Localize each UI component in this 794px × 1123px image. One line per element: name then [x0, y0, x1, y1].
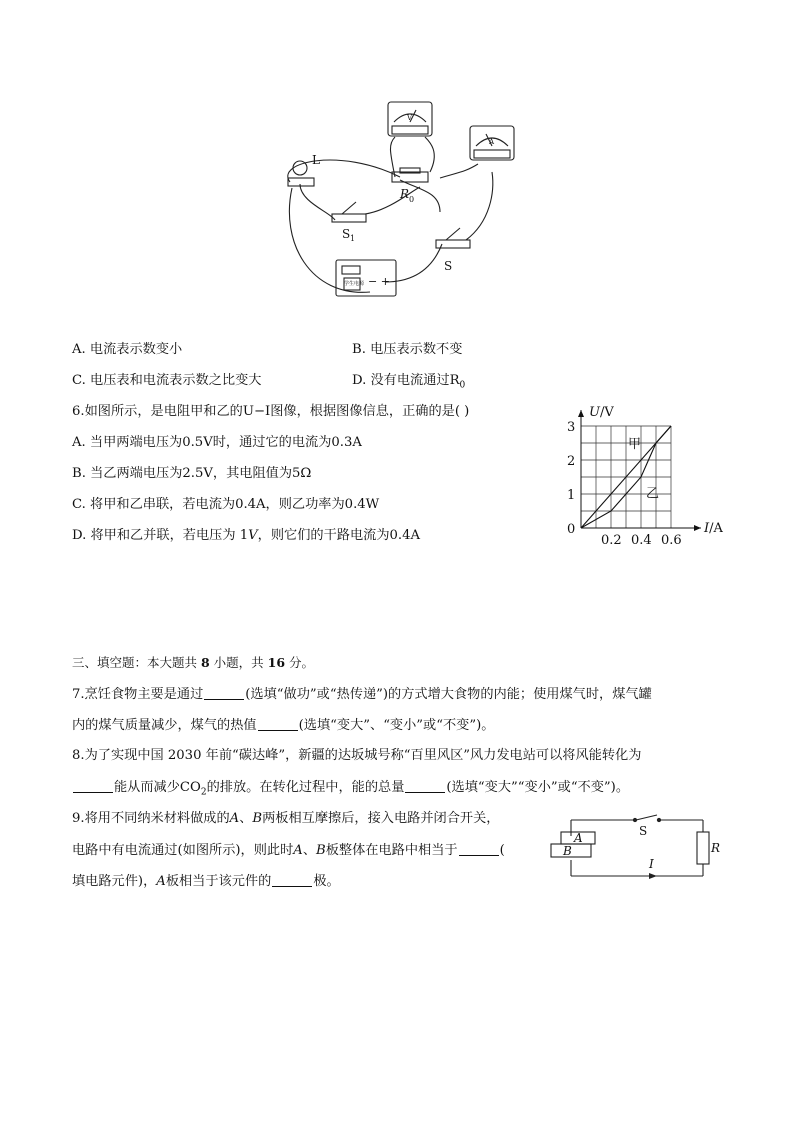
- resistor-r-symbol: [697, 832, 709, 864]
- q5-option-c: C. 电压表和电流表示数之比变大: [72, 373, 262, 388]
- label-s1-sub: 1: [350, 234, 356, 243]
- y-axis-arrow: [578, 410, 584, 417]
- label-ammeter: A: [489, 138, 495, 146]
- label-plate-b: B: [563, 844, 572, 858]
- x-tick-label: 0.4: [631, 533, 652, 548]
- svg-text:− +: − +: [368, 275, 390, 288]
- circuit-figure: [270, 92, 530, 312]
- q5-option-b: B. 电压表示数不变: [352, 342, 463, 357]
- lamp-l: [293, 161, 307, 175]
- label-r: R: [711, 841, 721, 855]
- y-tick-label: 2: [567, 454, 576, 469]
- label-lamp: L: [312, 153, 320, 167]
- answer-blank[interactable]: [405, 778, 445, 793]
- label-s1: S: [342, 227, 351, 241]
- answer-blank[interactable]: [272, 872, 312, 887]
- x-tick-label: 0.6: [661, 533, 682, 548]
- label-voltmeter: V: [407, 114, 413, 122]
- current-arrow: [649, 873, 657, 879]
- answer-blank[interactable]: [73, 778, 113, 793]
- label-s: S: [444, 259, 453, 273]
- y-tick-label: 3: [567, 420, 576, 435]
- label-r0-sub: 0: [409, 195, 415, 204]
- label-plate-a: A: [574, 831, 583, 845]
- ui-chart: [555, 400, 725, 552]
- q6-option-b: B. 当乙两端电压为2.5V，其电阻值为5Ω: [72, 466, 312, 481]
- series-label-jia: 甲: [628, 437, 642, 453]
- answer-blank[interactable]: [459, 841, 499, 856]
- switch-s-symbol: [636, 815, 657, 820]
- x-tick-label: 0.2: [601, 533, 622, 548]
- q5-option-a: A. 电流表示数变小: [72, 342, 183, 357]
- y-axis-label: U/V: [589, 405, 614, 420]
- q8-line-2: 能从而减少$CO_2$的排放。在转化过程中，能的总量 (选填“变大”“变小”或“不变”)。: [72, 778, 629, 802]
- switch-s1: [332, 214, 366, 222]
- q6-option-a: A. 当甲两端电压为0.5V时，通过它的电流为0.3A: [72, 435, 362, 450]
- x-axis-label: I/A: [704, 521, 723, 536]
- y-tick-label: 1: [567, 488, 576, 503]
- q8-line-1: 8.为了实现中国 2030 年前“碳达峰”，新疆的达坂城号称“百里风区”风力发电站可以将风能转化为: [72, 748, 642, 763]
- q6-option-d: D. 将甲和乙并联，若电压为 1V，则它们的干路电流为0.4A: [72, 528, 421, 543]
- q9-line-2: 电路中有电流通过(如图所示)，则此时A、B板整体在电路中相当于 (: [72, 843, 505, 858]
- series-label-yi: 乙: [646, 486, 660, 502]
- answer-blank[interactable]: [204, 685, 244, 700]
- section-heading: 三、填空题：本大题共 8 小题，共 16 分。: [72, 655, 315, 670]
- origin-label: 0: [567, 522, 576, 537]
- q5-option-d: D. 没有电流通过$R_0$: [352, 373, 466, 391]
- label-power-supply: 学生电源: [344, 281, 365, 287]
- x-axis-arrow: [694, 525, 701, 531]
- answer-blank[interactable]: [258, 716, 298, 731]
- q7-line-1: 7.烹饪食物主要是通过 (选填“做功”或“热传递”)的方式增大食物的内能；使用煤气时，煤气罐: [72, 687, 652, 702]
- label-r0: R: [400, 187, 410, 201]
- q6-option-c: C. 将甲和乙串联，若电流为0.4A，则乙功率为0.4W: [72, 497, 380, 512]
- q9-line-3: 填电路元件)，A板相当于该元件的 极。: [72, 874, 340, 889]
- q9-line-1: 9.将用不同纳米材料做成的A、B两板相互摩擦后，接入电路并闭合开关，: [72, 811, 500, 826]
- label-s: S: [639, 824, 648, 838]
- label-current: I: [649, 857, 654, 871]
- q6-stem: 6.如图所示，是电阻甲和乙的U−I图像，根据图像信息，正确的是( ): [72, 404, 470, 419]
- q7-line-2: 内的煤气质量减少，煤气的热值 (选填“变大”、“变小”或“不变”)。: [72, 718, 495, 733]
- q9-circuit-figure: [545, 812, 730, 884]
